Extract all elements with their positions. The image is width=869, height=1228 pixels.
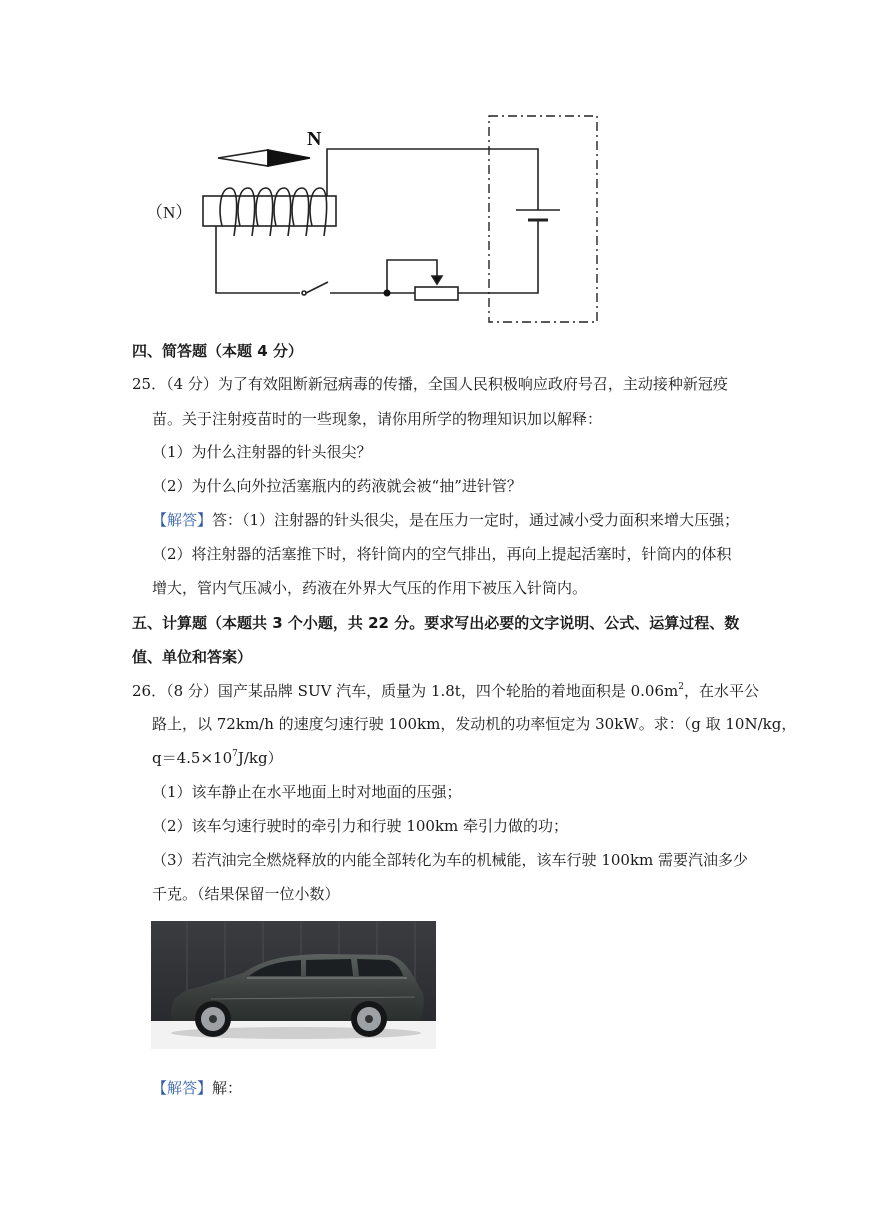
q26-answer bbox=[152, 1078, 242, 1098]
answer-tag: 【解答】 bbox=[152, 511, 213, 529]
section5-heading-line2: 值、单位和答案） bbox=[132, 648, 253, 666]
compass-needle-black-half bbox=[268, 150, 310, 166]
junction-dot bbox=[384, 290, 391, 297]
coil-windings bbox=[220, 188, 327, 236]
q26-line2: 路上，以 72km/h 的速度匀速行驶 100km，发动机的功率恒定为 30kW。求：（g 取 10N/kg， bbox=[152, 715, 797, 733]
compass-needle-white-half bbox=[218, 150, 268, 166]
q26-line3-sup: 7 bbox=[232, 749, 238, 759]
q25-line1: 25．（4 分）为了有效阻断新冠病毒的传播，全国人民积极响应政府号召，主动接种新冠疫 bbox=[132, 375, 728, 393]
switch-blade bbox=[306, 282, 328, 293]
q26-line1-text: 26．（8 分）国产某品牌 SUV 汽车，质量为 1.8t，四个轮胎的着地面积是 0.06m bbox=[132, 682, 679, 700]
answer-text: 答：（1）注射器的针头很尖，是在压力一定时，通过减小受力面积来增大压强； bbox=[212, 511, 740, 529]
wire-bottom-right bbox=[458, 226, 538, 293]
q26-line3 bbox=[152, 748, 283, 768]
q25-answer-line3: 增大，管内气压减小，药液在外界大气压的作用下被压入针筒内。 bbox=[152, 579, 588, 597]
wire-top bbox=[327, 149, 538, 210]
answer-text: 解： bbox=[212, 1079, 243, 1097]
section5-heading-line1: 五、计算题（本题共 3 个小题，共 22 分。要求写出必要的文字说明、公式、运算过程、数 bbox=[132, 614, 740, 632]
section4-heading: 四、简答题（本题 4 分） bbox=[132, 342, 303, 360]
answer-tag: 【解答】 bbox=[152, 1079, 213, 1097]
rheostat-resistor bbox=[415, 287, 458, 300]
q26-line3-tail: J/kg） bbox=[237, 749, 283, 767]
q25-answer-line1 bbox=[152, 510, 739, 530]
rheostat-slider-arrow bbox=[432, 276, 442, 284]
q26-sub3-cont: 千克。（结果保留一位小数） bbox=[152, 885, 340, 903]
q26-sub1: （1）该车静止在水平地面上时对地面的压强； bbox=[152, 783, 462, 801]
q26-line1 bbox=[132, 681, 759, 701]
q25-answer-line2: （2）将注射器的活塞推下时，将针筒内的空气排出，再向上提起活塞时，针筒内的体积 bbox=[152, 545, 732, 563]
q26-line1-tail: ，在水平公 bbox=[683, 682, 759, 700]
wire-left bbox=[216, 226, 300, 293]
q26-sub2: （2）该车匀速行驶时的牵引力和行驶 100km 牵引力做的功； bbox=[152, 817, 569, 835]
pole-label-top: N bbox=[307, 128, 322, 150]
q26-line3-text: q＝4.5×10 bbox=[152, 749, 233, 767]
solenoid-core bbox=[203, 196, 336, 226]
circuit-diagram bbox=[140, 112, 610, 328]
suv-photo bbox=[151, 921, 436, 1049]
switch-contact bbox=[302, 291, 306, 295]
q26-sub3: （3）若汽油完全燃烧释放的内能全部转化为车的机械能，该车行驶 100km 需要汽油多少 bbox=[152, 851, 749, 869]
q25-sub2: （2）为什么向外拉活塞瓶内的药液就会被“抽”进针管？ bbox=[152, 477, 522, 495]
pole-label-left: （N） bbox=[146, 203, 193, 222]
q26-line1-sup: 2 bbox=[678, 682, 684, 692]
q25-sub1: （1）为什么注射器的针头很尖？ bbox=[152, 443, 372, 461]
q25-line2: 苗。关于注射疫苗时的一些现象，请你用所学的物理知识加以解释： bbox=[152, 410, 603, 428]
